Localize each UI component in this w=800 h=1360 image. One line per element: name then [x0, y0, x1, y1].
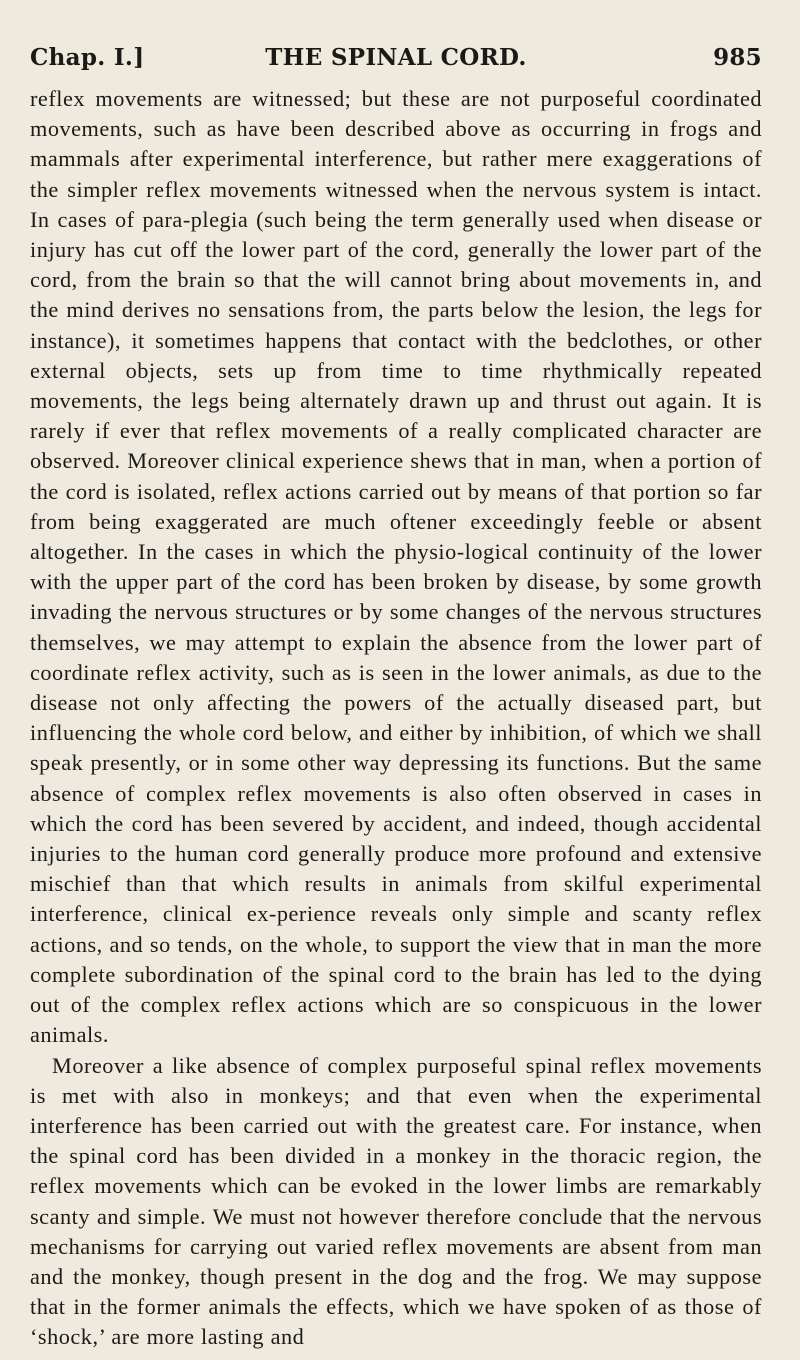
paragraph-2: Moreover a like absence of complex purposeful spinal reflex movements is met with also in monkeys; and that even when the experimental interference has been carried out with the greatest care. For instance, when the spinal cord has been divided in a monkey in the thoracic region, the reflex movements which can be evoked in the lower limbs are remarkably scanty and simple. We must not however therefore conclude that the nervous mechanisms for carrying out varied reflex movements are absent from man and the monkey, though present in the dog and the frog. We may suppose that in the former animals the effects, which we have spoken of as those of ‘shock,’ are more lasting and [30, 1052, 762, 1350]
body-text [30, 84, 762, 1353]
page-number: 985 [713, 44, 762, 71]
chapter-label: Chap. I.] [30, 44, 145, 71]
page-title: THE SPINAL CORD. [265, 44, 527, 71]
paragraph-1: reflex movements are witnessed; but these are not purposeful coordinated movements, such as have been described above as occurring in frogs and mammals after experimental interference, but rather mere exaggerations of the simpler reflex movements witnessed when the nervous system is intact. In cases of para-plegia (such being the term generally used when disease or injury has cut off the lower part of the cord, generally the lower part of the cord, from the brain so that the will cannot bring about movements in, and the mind derives no sensations from, the parts below the lesion, the legs for instance), it sometimes happens that contact with the bedclothes, or other external objects, sets up from time to time rhythmically repeated movements, the legs being alternately drawn up and thrust out again. It is rarely if ever that reflex movements of a really complicated character are observed. Moreover clinical experience shews that in man, when a portion of the cord is isolated, reflex actions carried out by means of that portion so far from being exaggerated are much oftener exceedingly feeble or absent altogether. In the cases in which the physio-logical continuity of the lower with the upper part of the cord has been broken by disease, by some growth invading the nervous structures or by some changes of the nervous structures themselves, we may attempt to explain the absence from the lower part of coordinate reflex activity, such as is seen in the lower animals, as due to the disease not only affecting the powers of the actually diseased part, but influencing the whole cord below, and either by inhibition, of which we shall speak presently, or in some other way depressing its functions. But the same absence of complex reflex movements is also often observed in cases in which the cord has been severed by accident, and indeed, though accidental injuries to the human cord generally produce more profound and extensive mischief than that which results in animals from skilful experimental interference, clinical ex-perience reveals only simple and scanty reflex actions, and so tends, on the whole, to support the view that in man the more complete subordination of the spinal cord to the brain has led to the dying out of the complex reflex actions which are so conspicuous in the lower animals. [30, 86, 762, 1048]
running-head [30, 44, 762, 78]
